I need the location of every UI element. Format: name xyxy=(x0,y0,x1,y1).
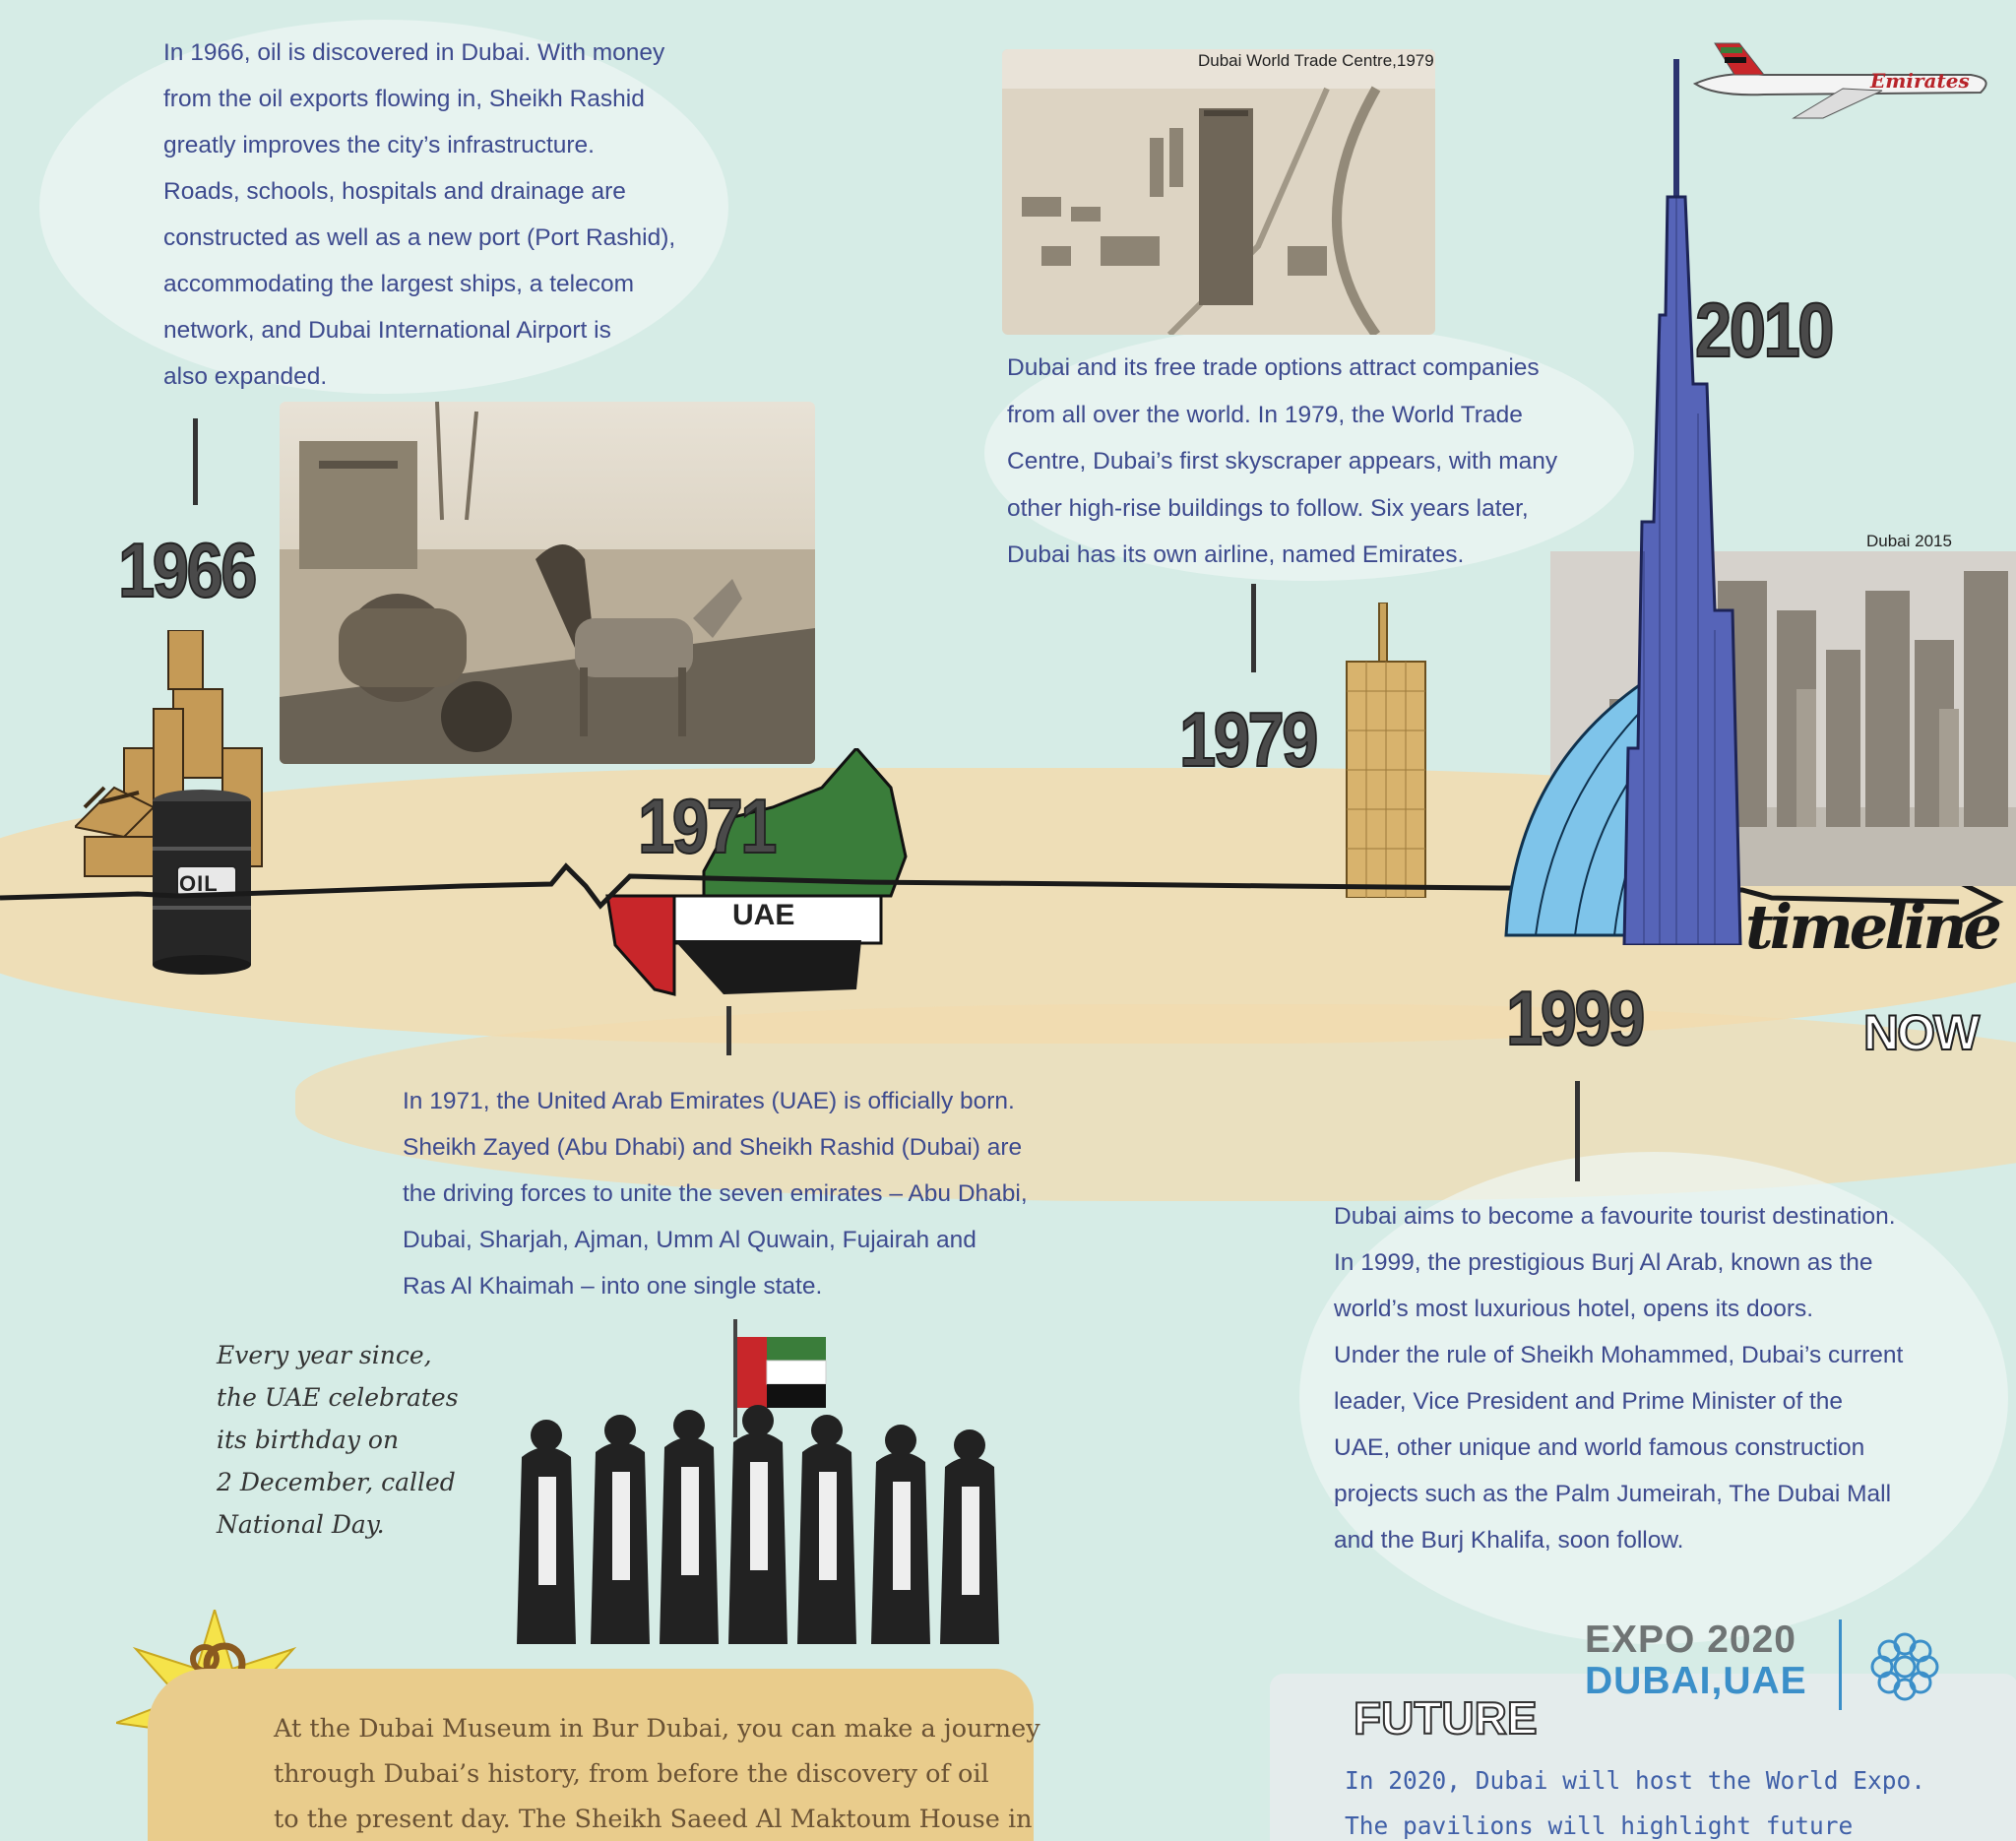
year-1966: 1966 xyxy=(118,527,255,613)
expo-subtitle: DUBAI,UAE xyxy=(1585,1660,1807,1702)
timeline-tick-1971 xyxy=(726,1006,731,1055)
uae-label: UAE xyxy=(732,899,795,931)
year-1999: 1999 xyxy=(1506,975,1643,1061)
founders-photo xyxy=(497,1319,1029,1644)
future-label: FUTURE xyxy=(1354,1692,1538,1744)
year-1971: 1971 xyxy=(638,783,775,869)
timeline-tick-1999 xyxy=(1575,1081,1580,1181)
oil-label: OIL xyxy=(179,871,219,896)
caption-dubai-2015: Dubai 2015 xyxy=(1866,532,1952,550)
future-text: In 2020, Dubai will host the World Expo. The pavilions will highlight future xyxy=(1345,1766,1926,1840)
photo-1966-donkey-cart xyxy=(280,402,815,764)
text-1979: Dubai and its free trade options attract companies from all over the world. In 1979, the World Trade Centre, Dubai’s first skyscraper appears, with many other high-rise buildings to follow. Six years later, Dubai has its own airline, named Emirates. xyxy=(1007,354,1558,568)
museum-text: At the Dubai Museum in Bur Dubai, you can make a journey through Dubai’s history, from before the discovery of oil to the present day. The Sheikh Saeed Al Maktoum House in xyxy=(274,1714,1040,1834)
text-1999: Dubai aims to become a favourite tourist destination. In 1999, the prestigious Burj Al Arab, known as the world’s most luxurious hotel, opens its doors. Under the rule of Sheikh Mohammed, Dubai’s current leader, Vice President and Prime Minister of the UAE, other unique and world famous construction projects such as the Palm Jumeirah, The Dubai Mall and the Burj Khalifa, soon follow. xyxy=(1334,1203,1904,1554)
emirates-logo: Emirates xyxy=(1870,69,1970,93)
timeline-tick-1966 xyxy=(193,418,198,505)
timeline-label: timeline xyxy=(1745,891,1998,963)
caption-wtc: Dubai World Trade Centre,1979 xyxy=(1198,51,1434,70)
burj-khalifa-icon xyxy=(1605,59,1752,945)
timeline-tick-1979 xyxy=(1251,584,1256,672)
expo-emblem-icon xyxy=(1860,1622,1949,1711)
national-day-note: Every year since, the UAE celebrates its birthday on 2 December, called National Day. xyxy=(217,1341,459,1539)
now-label: NOW xyxy=(1863,1005,1979,1060)
expo-divider xyxy=(1839,1619,1842,1710)
text-1966: In 1966, oil is discovered in Dubai. With money from the oil exports flowing in, Sheikh Rashid greatly improves the city’s infrastructure. Roads, schools, hospitals and drainage are constructed as well as a new port (Port Rashid), accommodating the largest ships, a telecom network, and Dubai International Airport is also expanded. xyxy=(163,39,676,390)
year-2010: 2010 xyxy=(1695,286,1832,373)
year-1979: 1979 xyxy=(1179,696,1316,783)
photo-wtc-1979 xyxy=(1002,49,1435,335)
expo-title: EXPO 2020 xyxy=(1585,1619,1796,1661)
text-1971: In 1971, the United Arab Emirates (UAE) is officially born. Sheikh Zayed (Abu Dhabi) and Sheikh Rashid (Dubai) are the driving forces to unite the seven emirates – Abu Dhabi, Dubai, Sharjah, Ajman, Umm Al Quwain, Fujairah and Ras Al Khaimah – into one single state. xyxy=(403,1088,1028,1300)
